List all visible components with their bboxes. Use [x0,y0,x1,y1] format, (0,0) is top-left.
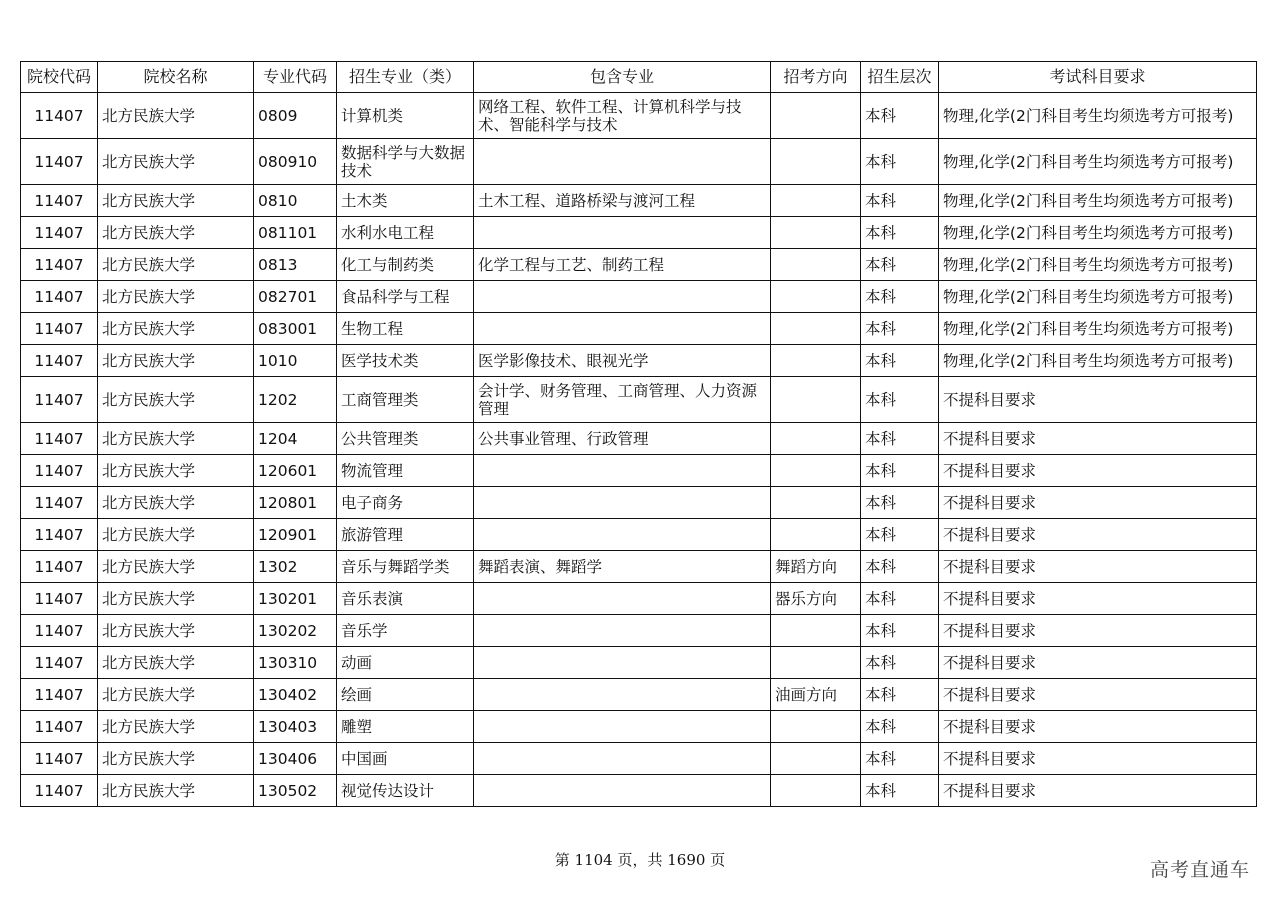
cell-level: 本科 [861,185,939,217]
cell-school-code: 11407 [21,345,98,377]
cell-subjects: 不提科目要求 [939,455,1257,487]
cell-direction: 舞蹈方向 [771,551,861,583]
header-level: 招生层次 [861,62,939,93]
cell-school-code: 11407 [21,139,98,185]
cell-direction [771,217,861,249]
cell-major-code: 083001 [254,313,337,345]
cell-level: 本科 [861,647,939,679]
cell-major-code: 1202 [254,377,337,423]
cell-school-code: 11407 [21,313,98,345]
header-major-code: 专业代码 [254,62,337,93]
cell-major: 工商管理类 [337,377,474,423]
header-school-code: 院校代码 [21,62,98,93]
cell-school-name: 北方民族大学 [98,711,254,743]
cell-major-code: 130310 [254,647,337,679]
cell-school-code: 11407 [21,551,98,583]
cell-subjects: 不提科目要求 [939,679,1257,711]
table-row [21,345,1257,377]
table-row [21,281,1257,313]
cell-direction [771,775,861,807]
cell-includes [474,519,771,551]
cell-direction: 油画方向 [771,679,861,711]
cell-includes [474,711,771,743]
cell-major-code: 130402 [254,679,337,711]
cell-major: 音乐与舞蹈学类 [337,551,474,583]
cell-includes [474,217,771,249]
cell-level: 本科 [861,423,939,455]
cell-major: 电子商务 [337,487,474,519]
cell-direction: 器乐方向 [771,583,861,615]
cell-includes: 公共事业管理、行政管理 [474,423,771,455]
cell-major: 生物工程 [337,313,474,345]
table-row [21,487,1257,519]
cell-school-name: 北方民族大学 [98,487,254,519]
page-number: 第 1104 页，共 1690 页 [554,851,726,869]
cell-school-name: 北方民族大学 [98,281,254,313]
cell-includes: 网络工程、软件工程、计算机科学与技术、智能科学与技术 [474,93,771,139]
cell-subjects: 不提科目要求 [939,775,1257,807]
cell-includes [474,583,771,615]
cell-major-code: 130202 [254,615,337,647]
header-includes: 包含专业 [474,62,771,93]
cell-direction [771,185,861,217]
cell-school-name: 北方民族大学 [98,139,254,185]
cell-direction [771,711,861,743]
cell-level: 本科 [861,281,939,313]
cell-major: 计算机类 [337,93,474,139]
cell-subjects: 不提科目要求 [939,423,1257,455]
cell-major: 公共管理类 [337,423,474,455]
cell-major: 音乐表演 [337,583,474,615]
cell-school-name: 北方民族大学 [98,345,254,377]
cell-major-code: 120601 [254,455,337,487]
cell-level: 本科 [861,775,939,807]
cell-major: 视觉传达设计 [337,775,474,807]
header-subjects: 考试科目要求 [939,62,1257,93]
cell-subjects: 不提科目要求 [939,711,1257,743]
cell-direction [771,313,861,345]
cell-school-code: 11407 [21,455,98,487]
cell-subjects: 不提科目要求 [939,615,1257,647]
cell-major-code: 0809 [254,93,337,139]
cell-school-name: 北方民族大学 [98,743,254,775]
cell-school-name: 北方民族大学 [98,583,254,615]
admissions-table [20,61,1257,807]
cell-major-code: 082701 [254,281,337,313]
cell-major: 水利水电工程 [337,217,474,249]
table-row [21,423,1257,455]
header-row [21,62,1257,93]
cell-school-code: 11407 [21,217,98,249]
cell-direction [771,377,861,423]
cell-subjects: 不提科目要求 [939,519,1257,551]
cell-includes [474,679,771,711]
cell-major-code: 120801 [254,487,337,519]
cell-school-name: 北方民族大学 [98,377,254,423]
cell-level: 本科 [861,345,939,377]
cell-school-name: 北方民族大学 [98,423,254,455]
cell-school-name: 北方民族大学 [98,615,254,647]
table-row [21,93,1257,139]
cell-school-name: 北方民族大学 [98,313,254,345]
header-direction: 招考方向 [771,62,861,93]
table-row [21,551,1257,583]
cell-level: 本科 [861,679,939,711]
cell-includes: 土木工程、道路桥梁与渡河工程 [474,185,771,217]
cell-school-name: 北方民族大学 [98,93,254,139]
cell-school-name: 北方民族大学 [98,551,254,583]
cell-school-name: 北方民族大学 [98,775,254,807]
cell-major: 物流管理 [337,455,474,487]
cell-includes: 会计学、财务管理、工商管理、人力资源管理 [474,377,771,423]
cell-includes: 医学影像技术、眼视光学 [474,345,771,377]
cell-school-code: 11407 [21,377,98,423]
cell-major-code: 1010 [254,345,337,377]
cell-school-name: 北方民族大学 [98,679,254,711]
cell-school-code: 11407 [21,423,98,455]
cell-school-code: 11407 [21,775,98,807]
table-row [21,647,1257,679]
cell-direction [771,139,861,185]
table-row [21,583,1257,615]
cell-major-code: 080910 [254,139,337,185]
cell-includes [474,455,771,487]
table-row [21,249,1257,281]
cell-school-code: 11407 [21,93,98,139]
watermark: 高考直通车 [1149,859,1250,881]
cell-subjects: 不提科目要求 [939,583,1257,615]
table-row [21,313,1257,345]
cell-direction [771,455,861,487]
cell-subjects: 物理,化学(2门科目考生均须选考方可报考) [939,281,1257,313]
cell-subjects: 物理,化学(2门科目考生均须选考方可报考) [939,249,1257,281]
cell-level: 本科 [861,313,939,345]
table-row [21,615,1257,647]
table-row [21,519,1257,551]
cell-school-code: 11407 [21,711,98,743]
table-row [21,679,1257,711]
cell-school-code: 11407 [21,743,98,775]
cell-school-name: 北方民族大学 [98,249,254,281]
cell-includes [474,487,771,519]
cell-includes [474,775,771,807]
cell-major-code: 0810 [254,185,337,217]
cell-major: 数据科学与大数据技术 [337,139,474,185]
cell-subjects: 不提科目要求 [939,377,1257,423]
cell-major: 音乐学 [337,615,474,647]
cell-level: 本科 [861,455,939,487]
cell-subjects: 不提科目要求 [939,551,1257,583]
cell-school-code: 11407 [21,487,98,519]
table-row [21,185,1257,217]
cell-major: 土木类 [337,185,474,217]
cell-level: 本科 [861,711,939,743]
cell-school-code: 11407 [21,519,98,551]
cell-school-name: 北方民族大学 [98,647,254,679]
cell-includes: 化学工程与工艺、制药工程 [474,249,771,281]
cell-level: 本科 [861,377,939,423]
cell-subjects: 物理,化学(2门科目考生均须选考方可报考) [939,345,1257,377]
cell-level: 本科 [861,583,939,615]
cell-school-name: 北方民族大学 [98,519,254,551]
cell-level: 本科 [861,139,939,185]
cell-major-code: 1302 [254,551,337,583]
cell-direction [771,249,861,281]
cell-major: 绘画 [337,679,474,711]
cell-includes [474,647,771,679]
table-row [21,743,1257,775]
cell-level: 本科 [861,551,939,583]
cell-includes: 舞蹈表演、舞蹈学 [474,551,771,583]
cell-subjects: 物理,化学(2门科目考生均须选考方可报考) [939,217,1257,249]
cell-major-code: 130406 [254,743,337,775]
cell-includes [474,615,771,647]
cell-school-name: 北方民族大学 [98,217,254,249]
cell-subjects: 物理,化学(2门科目考生均须选考方可报考) [939,185,1257,217]
cell-school-code: 11407 [21,249,98,281]
cell-direction [771,647,861,679]
cell-school-code: 11407 [21,185,98,217]
cell-major-code: 130403 [254,711,337,743]
header-major: 招生专业（类） [337,62,474,93]
cell-major-code: 0813 [254,249,337,281]
header-school-name: 院校名称 [98,62,254,93]
cell-subjects: 不提科目要求 [939,487,1257,519]
cell-direction [771,743,861,775]
cell-includes [474,743,771,775]
cell-level: 本科 [861,93,939,139]
cell-subjects: 不提科目要求 [939,647,1257,679]
cell-major: 医学技术类 [337,345,474,377]
cell-major-code: 120901 [254,519,337,551]
table-row [21,139,1257,185]
cell-major: 雕塑 [337,711,474,743]
cell-major-code: 130201 [254,583,337,615]
cell-direction [771,615,861,647]
cell-direction [771,487,861,519]
cell-subjects: 不提科目要求 [939,743,1257,775]
table-row [21,775,1257,807]
cell-level: 本科 [861,743,939,775]
cell-school-code: 11407 [21,647,98,679]
cell-major: 食品科学与工程 [337,281,474,313]
cell-school-name: 北方民族大学 [98,185,254,217]
cell-direction [771,281,861,313]
table-row [21,711,1257,743]
table-body [21,93,1257,807]
cell-major: 旅游管理 [337,519,474,551]
cell-direction [771,423,861,455]
cell-major-code: 130502 [254,775,337,807]
cell-subjects: 物理,化学(2门科目考生均须选考方可报考) [939,93,1257,139]
cell-school-code: 11407 [21,281,98,313]
cell-major: 动画 [337,647,474,679]
cell-major-code: 1204 [254,423,337,455]
cell-direction [771,345,861,377]
cell-school-name: 北方民族大学 [98,455,254,487]
cell-level: 本科 [861,249,939,281]
table-row [21,377,1257,423]
cell-includes [474,281,771,313]
cell-includes [474,139,771,185]
cell-school-code: 11407 [21,615,98,647]
cell-direction [771,93,861,139]
cell-includes [474,313,771,345]
cell-major-code: 081101 [254,217,337,249]
cell-level: 本科 [861,519,939,551]
cell-level: 本科 [861,217,939,249]
cell-subjects: 物理,化学(2门科目考生均须选考方可报考) [939,139,1257,185]
cell-level: 本科 [861,615,939,647]
cell-major: 化工与制药类 [337,249,474,281]
table-row [21,217,1257,249]
cell-school-code: 11407 [21,583,98,615]
cell-direction [771,519,861,551]
cell-level: 本科 [861,487,939,519]
table-row [21,455,1257,487]
cell-subjects: 物理,化学(2门科目考生均须选考方可报考) [939,313,1257,345]
cell-major: 中国画 [337,743,474,775]
cell-school-code: 11407 [21,679,98,711]
